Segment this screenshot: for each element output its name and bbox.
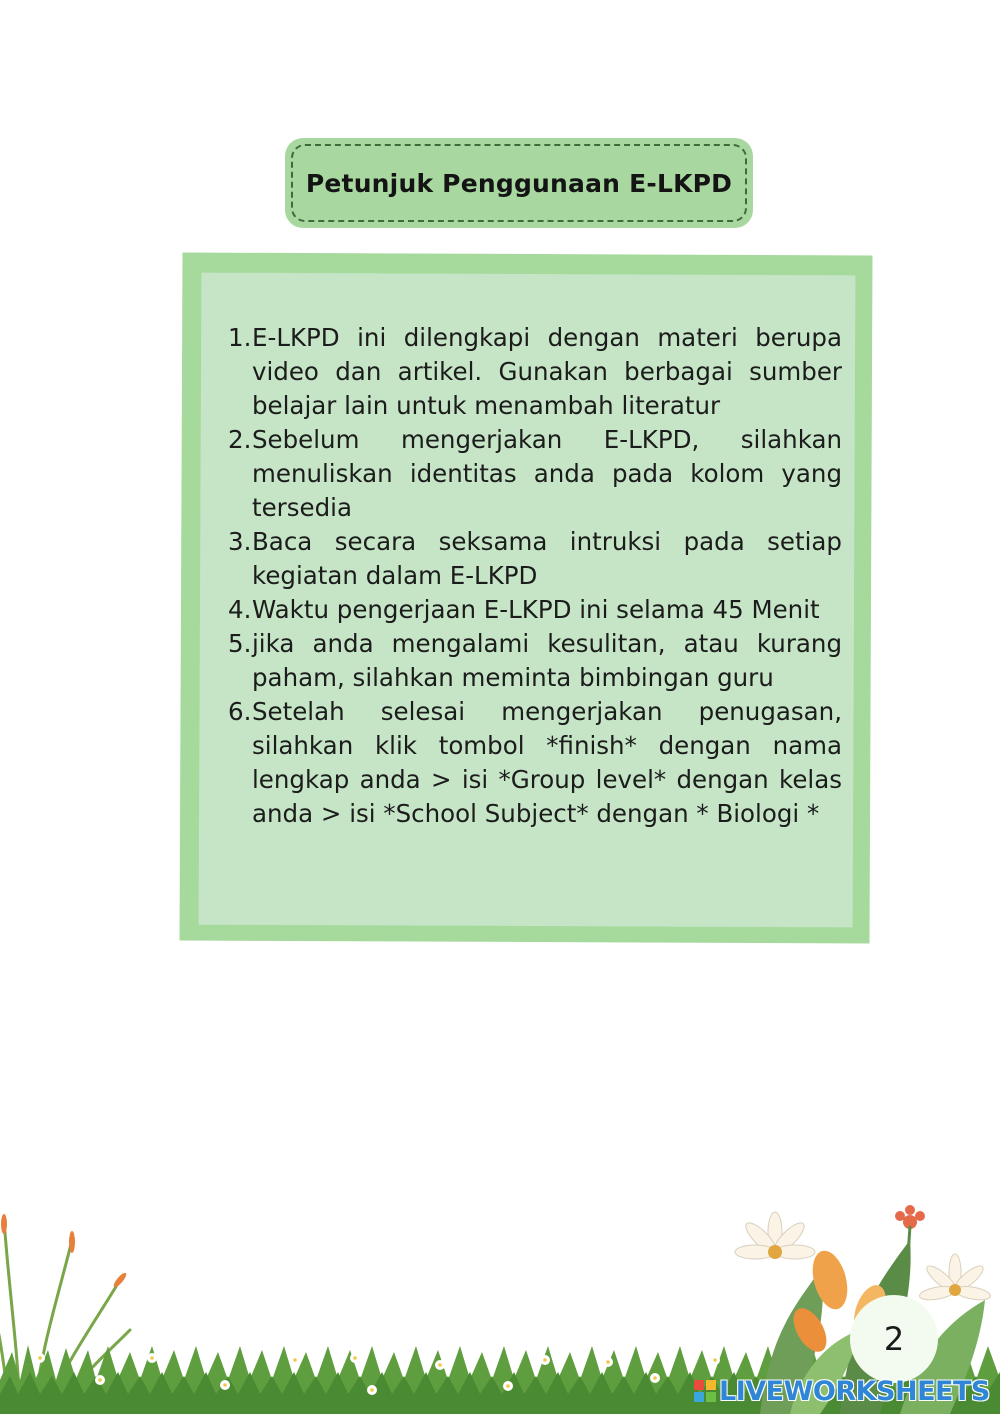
list-item-number: 2. xyxy=(228,425,252,454)
liveworksheets-wordmark: LIVEWORKSHEETS xyxy=(719,1375,990,1407)
list-item-number: 3. xyxy=(228,527,252,556)
list-item-number: 5. xyxy=(228,629,252,658)
list-item xyxy=(228,423,842,525)
instructions-list xyxy=(228,321,842,831)
list-item-text: Baca secara seksama intruksi pada setiap kegiatan dalam E-LKPD xyxy=(252,527,842,590)
list-item-number: 1. xyxy=(228,323,252,352)
title-badge xyxy=(285,138,753,228)
list-item-text: Setelah selesai mengerjakan penugasan, silahkan klik tombol *finish* dengan nama lengkap anda > isi *Group level* dengan kelas anda > isi *School Subject* dengan * Biologi * xyxy=(252,697,842,828)
page-number: 2 xyxy=(850,1295,938,1383)
liveworksheets-logo-icon xyxy=(694,1380,716,1402)
list-item-text: Waktu pengerjaan E-LKPD ini selama 45 Menit xyxy=(252,595,820,624)
list-item xyxy=(228,525,842,593)
title-badge-dashed-border xyxy=(291,144,747,222)
liveworksheets-brand xyxy=(694,1374,990,1408)
list-item-text: Sebelum mengerjakan E-LKPD, silahkan menuliskan identitas anda pada kolom yang tersedia xyxy=(252,425,842,522)
list-item xyxy=(228,627,842,695)
list-item-text: jika anda mengalami kesulitan, atau kurang paham, silahkan meminta bimbingan guru xyxy=(252,629,842,692)
page-title: Petunjuk Penggunaan E-LKPD xyxy=(305,168,733,198)
list-item-number: 6. xyxy=(228,697,252,726)
list-item xyxy=(228,593,842,627)
list-item-text: E-LKPD ini dilengkapi dengan materi berupa video dan artikel. Gunakan berbagai sumber belajar lain untuk menambah literatur xyxy=(252,323,842,420)
list-item-number: 4. xyxy=(228,595,252,624)
list-item xyxy=(228,695,842,831)
list-item xyxy=(228,321,842,423)
